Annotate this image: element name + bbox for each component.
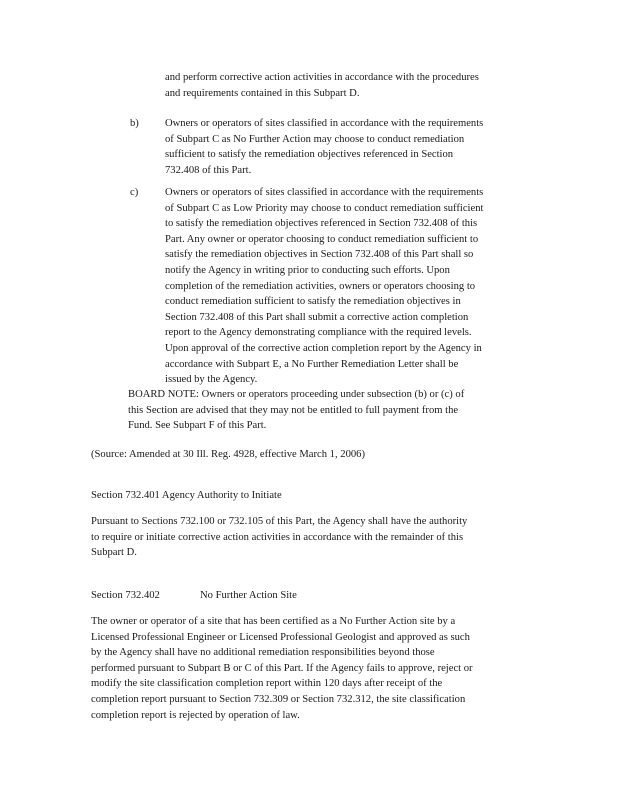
item-c-line: Upon approval of the corrective action completion report by the Agency in [165, 342, 482, 354]
item-c-paragraph [165, 185, 483, 388]
intro-paragraph [165, 70, 479, 101]
item-c-line: Section 732.408 of this Part shall submit a corrective action completion [165, 311, 469, 323]
intro-line: and requirements contained in this Subpart D. [165, 87, 360, 99]
item-b-line: 732.408 of this Part. [165, 164, 252, 176]
section-402-heading-title [200, 588, 297, 604]
board-note-line: this Section are advised that they may not be entitled to full payment from the [128, 404, 459, 416]
item-c-line: report to the Agency demonstrating compliance with the required levels. [165, 327, 472, 339]
source-note-text: (Source: Amended at 30 Ill. Reg. 4928, effective March 1, 2006) [91, 449, 365, 460]
item-c-line: accordance with Subpart E, a No Further Remediation Letter shall be [165, 358, 459, 370]
item-b-line: sufficient to satisfy the remediation objectives referenced in Section [165, 149, 454, 161]
item-c-line: of Subpart C as Low Priority may choose to conduct remediation sufficient [165, 202, 484, 214]
item-c-label: c) [130, 187, 139, 198]
section-402-line: Licensed Professional Engineer or Licensed Professional Geologist and approved as such [91, 631, 470, 643]
source-note [91, 447, 365, 463]
item-c-line: Owners or operators of sites classified in accordance with the requirements [165, 187, 484, 198]
section-401-line: to require or initiate corrective action activities in accordance with the remainder of this [91, 531, 464, 543]
board-note-line: Fund. See Subpart F of this Part. [128, 420, 267, 432]
section-401-line: Pursuant to Sections 732.100 or 732.105 of this Part, the Agency shall have the authority [91, 516, 468, 527]
item-b-line: of Subpart C as No Further Action may choose to conduct remediation [165, 133, 465, 145]
item-b-paragraph [165, 116, 483, 178]
section-401-paragraph [91, 514, 467, 561]
item-c-line: conduct remediation sufficient to satisfy the remediation objectives in [165, 296, 461, 308]
intro-line: and perform corrective action activities in accordance with the procedures [165, 72, 479, 83]
item-c-line: completion of the remediation activities, owners or operators choosing to [165, 280, 476, 292]
section-401-heading [91, 488, 282, 504]
section-402-line: modify the site classification completion report within 120 days after receipt of the [91, 678, 443, 690]
section-402-line: completion report is rejected by operation of law. [91, 709, 300, 721]
section-402-line: completion report pursuant to Section 732.309 or Section 732.312, the site classification [91, 693, 466, 705]
section-402-title: No Further Action Site [200, 590, 297, 601]
item-b-line: Owners or operators of sites classified in accordance with the requirements [165, 118, 484, 129]
section-402-line: The owner or operator of a site that has been certified as a No Further Action site by a [91, 616, 456, 627]
section-402-paragraph [91, 614, 473, 723]
board-note [128, 387, 464, 434]
section-401-line: Subpart D. [91, 547, 137, 559]
item-c-line: satisfy the remediation objectives in Section 732.408 of this Part shall so [165, 249, 474, 261]
item-c-line: Part. Any owner or operator choosing to conduct remediation sufficient to [165, 233, 479, 245]
item-c-line: issued by the Agency. [165, 374, 258, 386]
section-402-heading [91, 588, 160, 604]
section-401-title: Section 732.401 Agency Authority to Initiate [91, 490, 282, 501]
item-b-label: b) [130, 118, 139, 129]
section-402-number: Section 732.402 [91, 590, 160, 601]
section-402-line: performed pursuant to Subpart B or C of this Part. If the Agency fails to approve, reject or [91, 662, 473, 674]
section-402-line: by the Agency shall have no additional remediation responsibilities beyond those [91, 647, 435, 659]
item-c-line: notify the Agency in writing prior to conducting such efforts. Upon [165, 264, 450, 276]
board-note-line: BOARD NOTE: Owners or operators proceeding under subsection (b) or (c) of [128, 389, 465, 400]
item-c-line: to satisfy the remediation objectives referenced in Section 732.408 of this [165, 218, 478, 230]
